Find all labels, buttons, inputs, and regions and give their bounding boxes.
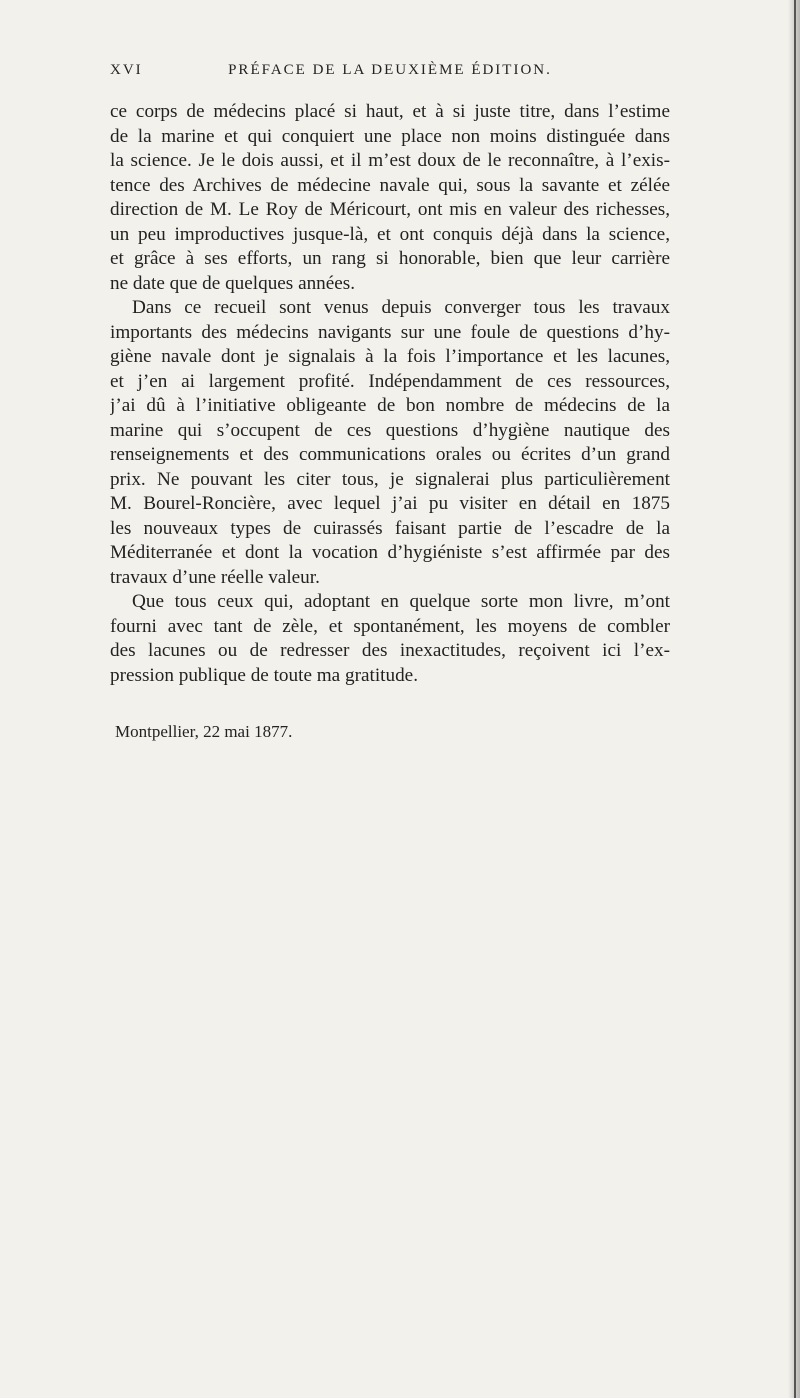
text-line: Méditerranée et dont la vocation d’hygiéniste s’est affirmée par des [110, 542, 670, 563]
text-line: travaux d’une réelle valeur. [110, 566, 320, 588]
running-head [110, 62, 670, 88]
text-line: j’ai dû à l’initiative obligeante de bon nombre de médecins de la [110, 395, 670, 416]
text-line: Dans ce recueil sont venus depuis converger tous les travaux [132, 297, 670, 318]
preface-text [110, 100, 670, 688]
text-line: ce corps de médecins placé si haut, et à si juste titre, dans l’estime [110, 101, 670, 122]
text-line: giène navale dont je signalais à la fois l’importance et les lacunes, [110, 346, 670, 367]
text-line: direction de M. Le Roy de Méricourt, ont mis en valeur des richesses, [110, 199, 670, 220]
place-date-signature: Montpellier, 22 mai 1877. [115, 722, 293, 741]
text-line: importants des médecins navigants sur une foule de questions d’hy- [110, 321, 670, 343]
page-edge-line [794, 0, 796, 1398]
text-line: et j’en ai largement profité. Indépendamment de ces ressources, [110, 370, 670, 392]
text-line: fourni avec tant de zèle, et spontanément, les moyens de combler [110, 615, 670, 637]
text-line: renseignements et des communications orales ou écrites d’un grand [110, 444, 670, 465]
text-line: marine qui s’occupent de ces questions d’hygiène nautique des [110, 419, 670, 441]
text-line: de la marine et qui conquiert une place non moins distinguée dans [110, 125, 670, 147]
text-line: M. Bourel-Roncière, avec lequel j’ai pu visiter en détail en 1875 [110, 493, 670, 514]
text-line: pression publique de toute ma gratitude. [110, 664, 418, 686]
text-line: ne date que de quelques années. [110, 272, 356, 294]
running-title: PRÉFACE DE LA DEUXIÈME ÉDITION. [228, 62, 552, 78]
text-line: un peu improductives jusque-là, et ont conquis déjà dans la science, [110, 223, 670, 245]
page-number: XVI [110, 62, 143, 78]
text-line: tence des Archives de médecine navale qui, sous la savante et zélée [110, 174, 670, 196]
text-line: les nouveaux types de cuirassés faisant partie de l’escadre de la [110, 517, 670, 539]
text-line: la science. Je le dois aussi, et il m’est doux de le reconnaître, à l’exis- [110, 150, 670, 171]
text-line: Que tous ceux qui, adoptant en quelque sorte mon livre, m’ont [132, 591, 670, 612]
text-line: des lacunes ou de redresser des inexactitudes, reçoivent ici l’ex- [110, 640, 670, 661]
text-line: et grâce à ses efforts, un rang si honorable, bien que leur carrière [110, 248, 670, 269]
text-line: prix. Ne pouvant les citer tous, je signalerai plus particulièrement [110, 468, 670, 490]
